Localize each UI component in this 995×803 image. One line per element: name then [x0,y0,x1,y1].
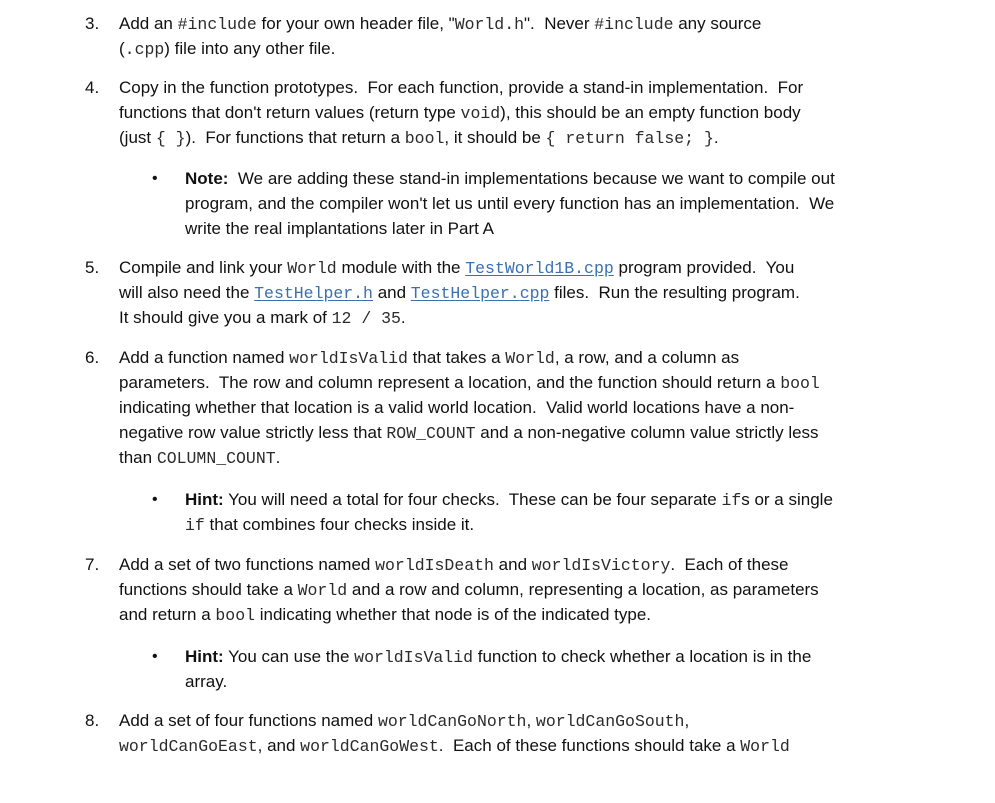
item-number: 6. [85,348,100,367]
text-line [119,345,905,370]
text-line [185,191,905,216]
file-link[interactable]: TestWorld1B.cpp [465,259,614,278]
code-token: World [740,737,790,756]
bold-label: Hint: [185,647,224,666]
code-token: if [185,516,205,535]
text-segment: . Each of these [670,555,789,574]
code-token: worldCanGoSouth [535,712,685,731]
text-line [185,512,905,537]
text-segment: ) file into any other file. [164,39,336,58]
text-segment: . Each of these functions should take a [438,736,741,755]
text-segment: parameters. The row and column represent a location, and the function should return a [119,373,781,392]
code-token: COLUMN_COUNT [156,449,276,468]
text-segment: Add an [119,14,178,33]
text-segment: Add a set of four functions named [119,711,378,730]
text-segment: program, and the compiler won't let us until every function has an implementation. We [185,194,835,213]
code-token: World.h [454,15,524,34]
bullet-text [185,644,905,694]
code-token: worldCanGoEast [119,737,258,756]
bold-label: Hint: [185,490,224,509]
text-line [119,395,905,420]
item-text [119,708,905,758]
file-link[interactable]: TestHelper.h [254,284,373,303]
text-line [119,280,905,305]
code-token: #include [177,15,257,34]
code-token: World [297,581,348,600]
bullet-icon: • [152,648,158,665]
text-segment: . [275,448,281,467]
text-segment: You will need a total for four checks. These can be four separate [223,490,722,509]
code-token: ROW_COUNT [386,424,476,443]
text-segment: write the real implantations later in Part A [185,219,494,238]
text-segment: , it should be [444,128,546,147]
bullet-icon: • [152,491,158,508]
text-segment: for your own header file, " [256,14,455,33]
text-line [119,577,905,602]
code-token: bool [780,374,820,393]
text-segment: You can use the [223,647,355,666]
text-line [119,125,905,150]
text-line [119,602,905,627]
text-line [119,100,905,125]
text-segment: files. Run the resulting program. [549,283,800,302]
code-token: { return false; } [545,129,714,148]
text-segment: array. [185,672,228,691]
text-segment: . [400,308,406,327]
code-token: { } [155,129,186,148]
text-segment: and return a [119,605,216,624]
text-line [119,733,905,758]
text-line [119,552,905,577]
text-segment: , a row, and a column as [554,348,740,367]
text-line [119,36,905,61]
text-line [185,216,905,241]
text-line [119,370,905,395]
text-segment: that combines four checks inside it. [204,515,475,534]
text-segment: functions should take a [119,580,298,599]
text-line [185,487,905,512]
item-number: 8. [85,711,100,730]
code-token: 12 / 35 [331,309,401,328]
text-segment: ). For functions that return a [185,128,405,147]
bullet-text [185,487,905,537]
text-line [185,669,905,694]
item-number: 5. [85,258,100,277]
bold-label: Note: [185,169,229,188]
item-text [119,345,905,470]
code-token: bool [215,606,256,625]
text-segment: , [526,711,536,730]
text-line [119,708,905,733]
code-token: worldIsVictory [531,556,671,575]
text-line [119,420,905,445]
text-segment: than [119,448,157,467]
item-text [119,11,905,61]
text-segment: that takes a [407,348,506,367]
item-number: 3. [85,14,100,33]
code-token: World [505,349,555,368]
text-line [185,166,905,191]
text-segment: , and [257,736,301,755]
code-token: worldIsValid [289,349,408,368]
item-text [119,75,905,150]
text-segment: and a non-negative column value strictly less [475,423,819,442]
text-segment: Compile and link your [119,258,288,277]
code-token: worldCanGoNorth [377,712,527,731]
bullet-text [185,166,905,241]
text-line [119,255,905,280]
text-segment: It should give you a mark of [119,308,332,327]
code-token: void [460,104,501,123]
text-segment: Copy in the function prototypes. For each function, provide a stand-in implementation. For [119,78,804,97]
code-token: worldIsDeath [375,556,494,575]
text-line [119,75,905,100]
text-segment: program provided. You [613,258,795,277]
text-segment: indicating whether that location is a valid world location. Valid world locations have a non- [119,398,795,417]
text-segment: (just [119,128,156,147]
item-number: 4. [85,78,100,97]
text-segment: module with the [336,258,466,277]
text-segment: ), this should be an empty function body [500,103,801,122]
text-line [185,644,905,669]
text-segment: and [372,283,411,302]
text-line [119,11,905,36]
text-line [119,305,905,330]
text-segment: s or a single [741,490,833,509]
text-line [119,445,905,470]
text-segment: and a row and column, representing a location, as parameters [347,580,819,599]
text-segment: functions that don't return values (return type [119,103,461,122]
text-segment: negative row value strictly less that [119,423,387,442]
text-segment: We are adding these stand-in implementations because we want to compile out [228,169,835,188]
code-token: World [287,259,337,278]
text-segment: indicating whether that node is of the indicated type. [255,605,651,624]
item-text [119,255,905,330]
item-text [119,552,905,627]
file-link[interactable]: TestHelper.cpp [410,284,550,303]
text-segment: function to check whether a location is in the [473,647,812,666]
text-segment: , [684,711,690,730]
text-segment: any source [673,14,762,33]
text-segment: . [713,128,719,147]
code-token: worldCanGoWest [300,737,439,756]
text-segment: ". Never [524,14,595,33]
text-segment: Add a set of two functions named [119,555,376,574]
text-segment: Add a function named [119,348,290,367]
code-token: .cpp [124,40,165,59]
code-token: worldIsValid [354,648,473,667]
text-segment: ( [119,39,125,58]
bullet-icon: • [152,170,158,187]
code-token: #include [594,15,674,34]
item-number: 7. [85,555,100,574]
code-token: bool [404,129,445,148]
text-segment: and [493,555,532,574]
code-token: if [721,491,742,510]
text-segment: will also need the [119,283,255,302]
